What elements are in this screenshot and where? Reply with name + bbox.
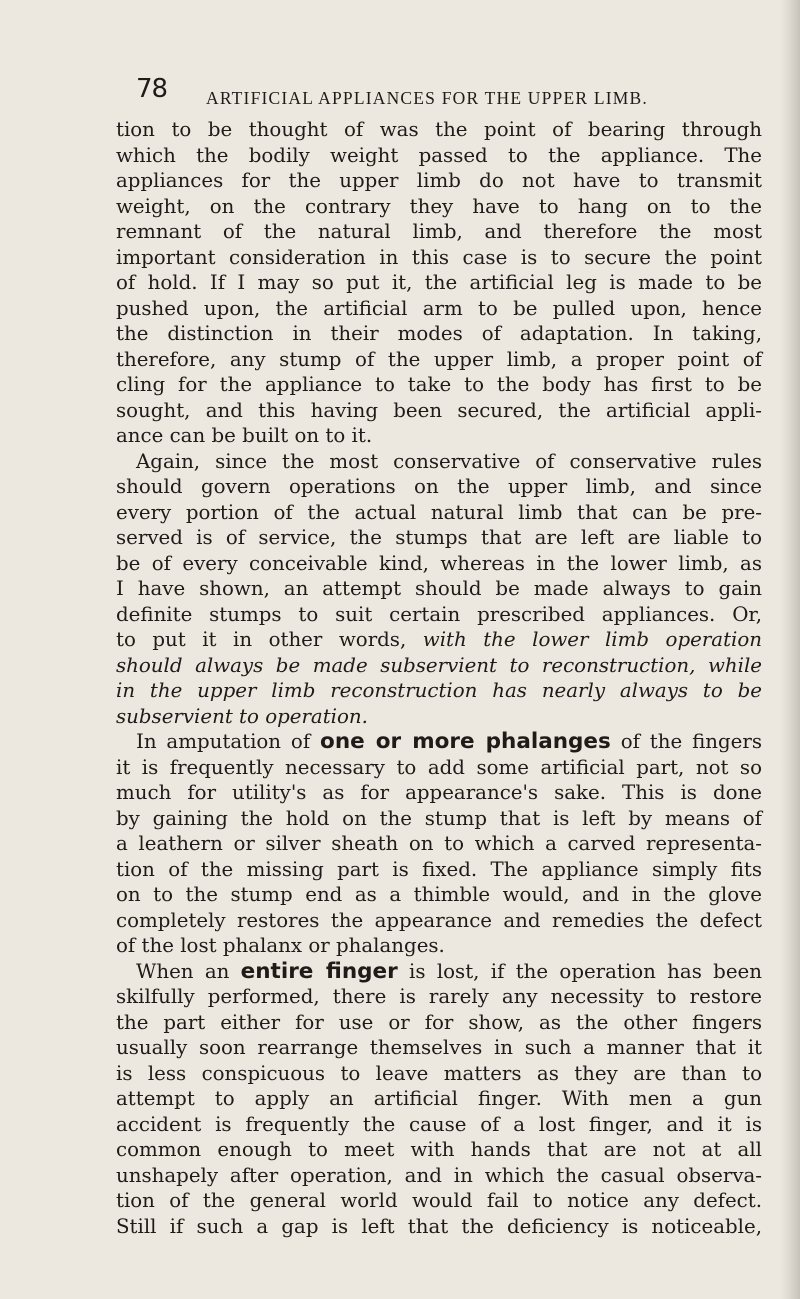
text-line: appliances for the upper limb do not have to transmit	[116, 169, 762, 192]
page-edge-shadow	[780, 0, 800, 1299]
text-line: of hold. If I may so put it, the artificial leg is made to be	[116, 271, 762, 294]
text-line: Again, since the most conservative of conservative rules	[136, 449, 762, 473]
text-line: the part either for use or for show, as the other fingers	[116, 1010, 762, 1034]
italic-line: should always be made subservient to reconstruction, while	[116, 653, 762, 677]
body-text	[116, 117, 762, 1239]
text-fragment: to put it in other words,	[116, 628, 407, 651]
text-line: therefore, any stump of the upper limb, a proper point of	[116, 347, 762, 371]
paragraph	[116, 729, 762, 959]
text-line: is less conspicuous to leave matters as they are than to	[116, 1061, 762, 1085]
text-line: should govern operations on the upper limb, and since	[116, 475, 762, 498]
emphasis-text: entire finger	[240, 958, 398, 984]
italic-line: subservient to operation.	[116, 704, 368, 728]
paragraph	[116, 117, 762, 449]
text-line: attempt to apply an artificial finger. With men a gun	[116, 1087, 762, 1110]
text-line	[116, 627, 762, 653]
text-line: be of every conceivable kind, whereas in the lower limb, as	[116, 551, 762, 575]
text-line: Still if such a gap is left that the deficiency is noticeable,	[116, 1214, 762, 1238]
text-line: definite stumps to suit certain prescribed appliances. Or,	[116, 602, 762, 626]
text-line	[116, 729, 762, 755]
text-line: the distinction in their modes of adaptation. In taking,	[116, 322, 762, 345]
text-fragment: is lost, if the operation has been	[397, 959, 762, 983]
page-number: 78	[136, 74, 168, 104]
text-line: served is of service, the stumps that are left are liable to	[116, 526, 762, 549]
text-line: it is frequently necessary to add some artificial part, not so	[116, 755, 762, 779]
italic-line: in the upper limb reconstruction has nearly always to be	[116, 679, 762, 702]
text-line: sought, and this having been secured, the artificial appli-	[116, 398, 762, 422]
paragraph	[116, 959, 762, 1240]
text-line: on to the stump end as a thimble would, and in the glove	[116, 883, 762, 906]
text-line: a leathern or silver sheath on to which a carved representa-	[116, 832, 762, 855]
italic-text: with the lower limb operation	[422, 628, 762, 651]
text-line: common enough to meet with hands that are not at all	[116, 1138, 762, 1161]
text-line: which the bodily weight passed to the appliance. The	[116, 143, 762, 167]
emphasis-text: one or more phalanges	[320, 729, 611, 754]
text-line: every portion of the actual natural limb that can be pre-	[116, 500, 762, 524]
text-fragment: In amputation of	[136, 730, 321, 753]
text-line: tion of the missing part is fixed. The appliance simply fits	[116, 857, 762, 881]
text-line: weight, on the contrary they have to hang on to the	[116, 194, 762, 218]
text-line: accident is frequently the cause of a lost finger, and it is	[116, 1112, 762, 1136]
text-line: important consideration in this case is to secure the point	[116, 245, 762, 269]
running-title: ARTIFICIAL APPLIANCES FOR THE UPPER LIMB.	[206, 88, 648, 108]
text-line	[116, 959, 762, 985]
text-line: completely restores the appearance and remedies the defect	[116, 908, 762, 932]
paragraph	[116, 449, 762, 730]
text-line: remnant of the natural limb, and therefore the most	[116, 220, 762, 243]
text-fragment: When an	[136, 959, 241, 983]
text-line: unshapely after operation, and in which the casual observa-	[116, 1163, 762, 1187]
text-line: I have shown, an attempt should be made always to gain	[116, 577, 762, 600]
text-line: tion of the general world would fail to notice any defect.	[116, 1189, 762, 1212]
text-line: usually soon rearrange themselves in such a manner that it	[116, 1036, 762, 1059]
text-line: tion to be thought of was the point of bearing through	[116, 118, 762, 141]
text-line: of the lost phalanx or phalanges.	[116, 934, 445, 957]
text-line: skilfully performed, there is rarely any necessity to restore	[116, 985, 762, 1008]
text-line: pushed upon, the artificial arm to be pulled upon, hence	[116, 296, 762, 320]
text-line: ance can be built on to it.	[116, 424, 373, 447]
text-line: cling for the appliance to take to the body has first to be	[116, 373, 762, 396]
text-line: by gaining the hold on the stump that is left by means of	[116, 806, 762, 830]
text-line: much for utility's as for appearance's sake. This is done	[116, 781, 762, 804]
text-fragment: of the fingers	[610, 730, 762, 753]
page-header	[136, 74, 756, 112]
